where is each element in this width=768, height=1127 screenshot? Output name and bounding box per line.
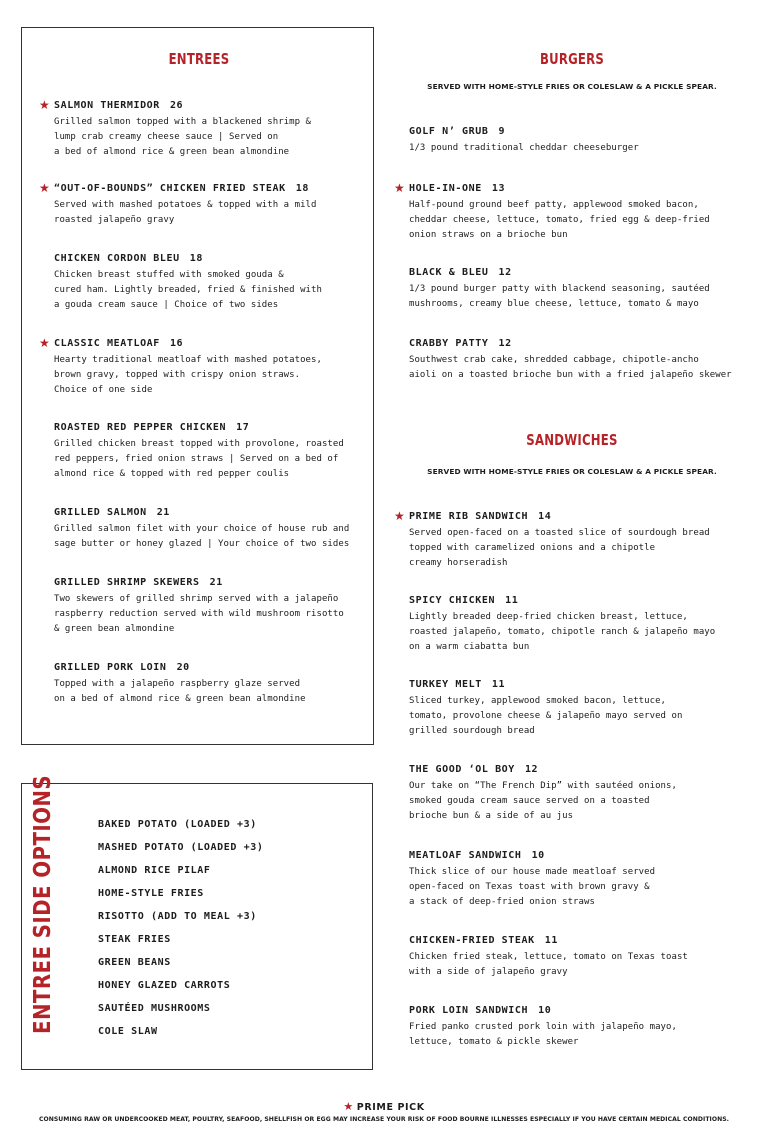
item-name: BLACK & BLEU xyxy=(409,267,489,278)
item-price: 16 xyxy=(169,338,184,349)
side-item: STEAK FRIES xyxy=(98,934,171,945)
item-price: 26 xyxy=(169,100,184,111)
menu-item xyxy=(54,421,394,482)
star-icon: ★ xyxy=(39,98,51,112)
menu-item xyxy=(54,661,394,707)
side-item: MASHED POTATO (LOADED +3) xyxy=(98,842,264,853)
item-name: SALMON THERMIDOR xyxy=(54,100,160,111)
side-item: ALMOND RICE PILAF xyxy=(98,865,211,876)
item-name: CLASSIC MEATLOAF xyxy=(54,338,160,349)
item-description: Grilled chicken breast topped with provolone, roasted red peppers, fried onion straws | Served on a bed of almond rice & topped with red pepper coulis xyxy=(54,439,344,479)
item-name: TURKEY MELT xyxy=(409,679,482,690)
item-description: Fried panko crusted pork loin with jalapeño mayo, lettuce, tomato & pickle skewer xyxy=(409,1022,677,1047)
menu-item xyxy=(409,594,749,655)
item-description: Served open-faced on a toasted slice of sourdough bread topped with caramelized onions and a chipotle creamy horseradish xyxy=(409,528,710,568)
menu-item xyxy=(39,181,394,228)
item-name: PRIME RIB SANDWICH xyxy=(409,511,529,522)
side-item: COLE SLAW xyxy=(98,1026,158,1037)
item-description: Our take on “The French Dip” with sautéed onions, smoked gouda cream sauce served on a toasted brioche bun & a side of au jus xyxy=(409,781,677,821)
item-price: 17 xyxy=(236,422,250,433)
star-icon: ★ xyxy=(394,509,406,523)
menu-item xyxy=(54,506,394,552)
menu-item xyxy=(394,181,749,243)
item-description: Topped with a jalapeño raspberry glaze served on a bed of almond rice & green bean almondine xyxy=(54,679,306,704)
item-description: 1/3 pound traditional cheddar cheeseburger xyxy=(409,143,639,153)
item-description: Grilled salmon topped with a blackened shrimp & lump crab creamy cheese sauce | Served on a bed of almond rice & green bean almondine xyxy=(54,117,312,157)
item-name: SPICY CHICKEN xyxy=(409,595,496,606)
menu-item xyxy=(54,576,394,637)
item-price: 18 xyxy=(295,183,309,194)
item-price: 14 xyxy=(538,511,552,522)
menu-item xyxy=(39,98,394,160)
prime-pick-legend xyxy=(0,1100,768,1113)
item-description: Chicken breast stuffed with smoked gouda & cured ham. Lightly breaded, fried & finished with a gouda cream sauce | Choice of two sides xyxy=(54,270,322,310)
side-item: BAKED POTATO (LOADED +3) xyxy=(98,819,257,830)
item-name: “OUT-OF-BOUNDS” CHICKEN FRIED STEAK xyxy=(54,183,286,194)
item-price: 21 xyxy=(209,577,223,588)
side-item: HOME-STYLE FRIES xyxy=(98,888,204,899)
menu-item xyxy=(409,125,749,156)
item-price: 11 xyxy=(505,595,519,606)
menu-item xyxy=(409,337,749,383)
menu-item xyxy=(409,934,749,980)
health-disclaimer: CONSUMING RAW OR UNDERCOOKED MEAT, POULTRY, SEAFOOD, SHELLFISH OR EGG MAY INCREASE YOUR RISK OF FOOD BOURNE ILLNESSES ESPECIALLY IF YOU HAVE CERTAIN MEDICAL CONDITIONS. xyxy=(38,1116,730,1123)
side-item: SAUTÉED MUSHROOMS xyxy=(98,1003,211,1014)
item-name: HOLE-IN-ONE xyxy=(409,183,482,194)
sandwiches-subtitle: SERVED WITH HOME-STYLE FRIES OR COLESLAW & A PICKLE SPEAR. xyxy=(427,467,717,476)
legend-label: PRIME PICK xyxy=(356,1102,425,1113)
burgers-subtitle: SERVED WITH HOME-STYLE FRIES OR COLESLAW & A PICKLE SPEAR. xyxy=(427,82,717,91)
star-icon: ★ xyxy=(39,181,51,195)
item-price: 12 xyxy=(524,764,539,775)
item-name: THE GOOD ‘OL BOY xyxy=(409,764,515,775)
item-price: 10 xyxy=(538,1005,552,1016)
item-price: 20 xyxy=(176,662,190,673)
item-name: CRABBY PATTY xyxy=(409,338,489,349)
item-description: 1/3 pound burger patty with blackend seasoning, sautéed mushrooms, creamy blue cheese, lettuce, tomato & mayo xyxy=(409,284,710,309)
item-description: Half-pound ground beef patty, applewood smoked bacon, cheddar cheese, lettuce, tomato, fried egg & deep-fried onion straws on a brioche bun xyxy=(409,200,710,240)
item-description: Lightly breaded deep-fried chicken breast, lettuce, roasted jalapeño, tomato, chipotle ranch & jalapeño mayo on a warm ciabatta bun xyxy=(409,612,716,652)
item-price: 10 xyxy=(531,850,545,861)
item-description: Two skewers of grilled shrimp served with a jalapeño raspberry reduction served with wild mushroom risotto & green bean almondine xyxy=(54,594,344,634)
side-item: HONEY GLAZED CARROTS xyxy=(98,980,231,991)
item-price: 11 xyxy=(544,935,559,946)
item-name: GRILLED SHRIMP SKEWERS xyxy=(54,577,200,588)
side-item: RISOTTO (ADD TO MEAL +3) xyxy=(98,911,257,922)
item-price: 21 xyxy=(156,507,170,518)
item-price: 18 xyxy=(189,253,204,264)
item-price: 11 xyxy=(491,679,506,690)
item-name: ROASTED RED PEPPER CHICKEN xyxy=(54,422,227,433)
item-price: 12 xyxy=(498,338,512,349)
star-icon: ★ xyxy=(394,181,406,195)
menu-item xyxy=(409,763,749,824)
item-name: CHICKEN CORDON BLEU xyxy=(54,253,180,264)
item-description: Thick slice of our house made meatloaf served open-faced on Texas toast with brown gravy & a stack of deep-fried onion straws xyxy=(409,867,656,907)
side-item: GREEN BEANS xyxy=(98,957,171,968)
burgers-title: BURGERS xyxy=(539,50,605,68)
item-name: GRILLED PORK LOIN xyxy=(54,662,167,673)
menu-item xyxy=(409,266,749,312)
item-name: MEATLOAF SANDWICH xyxy=(409,850,522,861)
item-description: Chicken fried steak, lettuce, tomato on Texas toast with a side of jalapeño gravy xyxy=(409,952,688,977)
item-name: GRILLED SALMON xyxy=(54,507,147,518)
menu-item xyxy=(409,678,749,739)
menu-item xyxy=(394,509,749,571)
item-price: 12 xyxy=(498,267,512,278)
sides-title: ENTREE SIDE OPTIONS xyxy=(30,774,56,1034)
item-description: Grilled salmon filet with your choice of house rub and sage butter or honey glazed | Your choice of two sides xyxy=(54,524,350,549)
item-name: PORK LOIN SANDWICH xyxy=(409,1005,529,1016)
menu-item xyxy=(39,336,394,398)
item-price: 13 xyxy=(491,183,506,194)
item-name: GOLF N’ GRUB xyxy=(409,126,489,137)
star-icon: ★ xyxy=(39,336,51,350)
sandwiches-title: SANDWICHES xyxy=(526,431,618,449)
menu-item xyxy=(54,252,394,313)
star-icon: ★ xyxy=(343,1100,354,1113)
item-price: 9 xyxy=(498,126,506,137)
menu-item xyxy=(409,849,749,910)
item-description: Southwest crab cake, shredded cabbage, chipotle-ancho aioli on a toasted brioche bun with a fried jalapeño skewer xyxy=(409,355,732,380)
item-description: Served with mashed potatoes & topped with a mild roasted jalapeño gravy xyxy=(54,200,317,225)
item-description: Hearty traditional meatloaf with mashed potatoes, brown gravy, topped with crispy onion straws. Choice of one side xyxy=(54,355,322,395)
entrees-title: ENTREES xyxy=(168,50,230,68)
menu-item xyxy=(409,1004,749,1050)
item-name: CHICKEN-FRIED STEAK xyxy=(409,935,535,946)
item-description: Sliced turkey, applewood smoked bacon, lettuce, tomato, provolone cheese & jalapeño mayo served on grilled sourdough bread xyxy=(409,696,683,736)
